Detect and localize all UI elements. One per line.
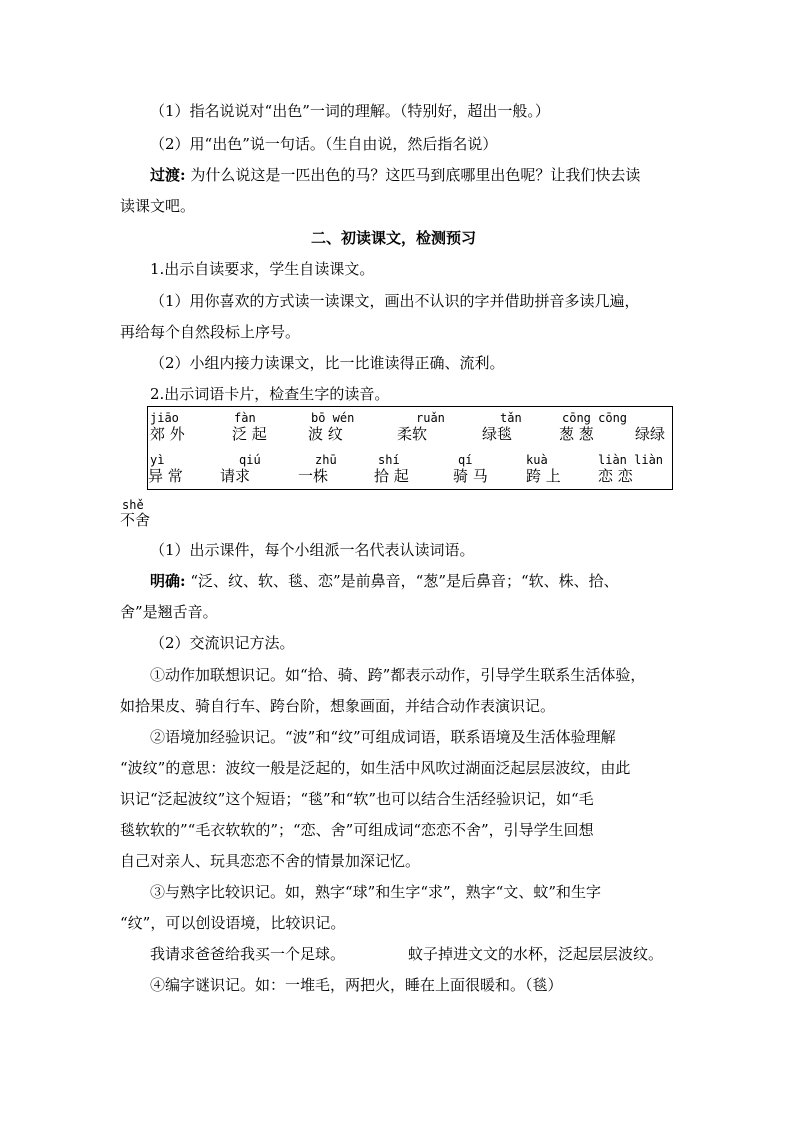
word: 恋 恋	[598, 467, 633, 485]
word: 请求	[220, 467, 251, 485]
paragraph: 再给每个自然段标上序号。	[120, 323, 301, 341]
pinyin: bō wén	[311, 411, 355, 425]
paragraph: “波纹”的意思：波纹一般是泛起的，如生活中风吹过湖面泛起层层波纹，由此	[120, 759, 631, 777]
pinyin: qí	[458, 453, 473, 467]
label-transition: 过渡:	[150, 166, 186, 184]
paragraph-text: “泛、纹、软、毯、恋”是前鼻音，“葱”是后鼻音；“软、株、拾、	[190, 572, 619, 590]
paragraph: ④编字谜识记。如：一堆毛，两把火，睡在上面很暖和。（毯）	[150, 976, 563, 994]
word: 郊 外	[150, 425, 185, 443]
paragraph: 识记“泛起波纹”这个短语；“毯”和“软”也可以结合生活经验识记，如“毛	[120, 790, 594, 808]
paragraph: 1.出示自读要求，学生自读课文。	[150, 260, 375, 278]
word: 绿绿	[635, 425, 666, 443]
pinyin: kuà	[526, 453, 548, 467]
paragraph: 读课文吧。	[120, 197, 196, 215]
word: 一株	[298, 467, 329, 485]
paragraph: （1）指名说说对“出色”一词的理解。（特别好，超出一般。）	[150, 102, 550, 120]
paragraph: （2）交流识记方法。	[150, 634, 295, 652]
pinyin: zhū	[315, 453, 337, 467]
paragraph: 自己对亲人、玩具恋恋不舍的情景加深记忆。	[120, 852, 421, 870]
pinyin: jiāo	[150, 411, 179, 425]
pinyin: fàn	[234, 411, 256, 425]
paragraph-text: 为什么说这是一匹出色的马？这匹马到底哪里出色呢？让我们快去读	[190, 166, 641, 184]
pinyin: yì	[150, 453, 165, 467]
word: 跨 上	[526, 467, 561, 485]
word: 泛 起	[232, 425, 267, 443]
paragraph: ①动作加联想识记。如“拾、骑、跨”都表示动作，引导学生联系生活体验，	[150, 666, 646, 684]
word: 绿毯	[482, 425, 513, 443]
paragraph	[150, 571, 619, 591]
word: 葱 葱	[559, 425, 594, 443]
word-card-table	[147, 406, 673, 490]
paragraph: 舍”是翘舌音。	[120, 603, 218, 621]
word: 波 纹	[308, 425, 343, 443]
paragraph	[150, 165, 640, 185]
paragraph: （1）出示课件，每个小组派一名代表认读词语。	[150, 541, 475, 559]
paragraph: ③与熟字比较识记。如，熟字“球”和生字“求”，熟字“文、蚊”和生字	[150, 883, 602, 901]
word: 拾 起	[374, 467, 409, 485]
paragraph: 如拾果皮、骑自行车、跨台阶，想象画面，并结合动作表演识记。	[120, 697, 556, 715]
pinyin: qiú	[239, 453, 261, 467]
word: 异 常	[148, 467, 183, 485]
paragraph: （1）用你喜欢的方式读一读课文，画出不认识的字并借助拼音多读几遍，	[150, 292, 640, 310]
example-sentence: 我请求爸爸给我买一个足球。	[150, 945, 346, 963]
pinyin: shí	[378, 453, 400, 467]
pinyin: ruǎn	[416, 411, 445, 425]
paragraph: （2）用“出色”说一句话。（生自由说，然后指名说）	[150, 135, 498, 153]
word: 不舍	[120, 511, 151, 529]
word: 骑 马	[453, 467, 488, 485]
paragraph: 2.出示词语卡片，检查生字的读音。	[150, 385, 390, 403]
paragraph: ②语境加经验识记。“波”和“纹”可组成词语，联系语境及生活体验理解	[150, 728, 616, 746]
pinyin: cōng cōng	[562, 411, 628, 425]
paragraph: （2）小组内接力读课文，比一比谁读得正确、流利。	[150, 354, 505, 372]
paragraph: 毯软软的”“毛衣软软的”；“恋、舍”可组成词“恋恋不舍”，引导学生回想	[120, 821, 594, 839]
word: 柔软	[397, 425, 428, 443]
paragraph: “纹”，可以创设语境，比较识记。	[120, 914, 346, 932]
pinyin: liàn liàn	[598, 453, 664, 467]
pinyin: shě	[122, 498, 144, 512]
label-clarify: 明确:	[150, 572, 186, 590]
pinyin: tǎn	[500, 411, 522, 425]
example-sentence: 蚊子掉进文文的水杯，泛起层层波纹。	[408, 945, 664, 963]
section-heading: 二、初读课文，检测预习	[311, 229, 477, 247]
